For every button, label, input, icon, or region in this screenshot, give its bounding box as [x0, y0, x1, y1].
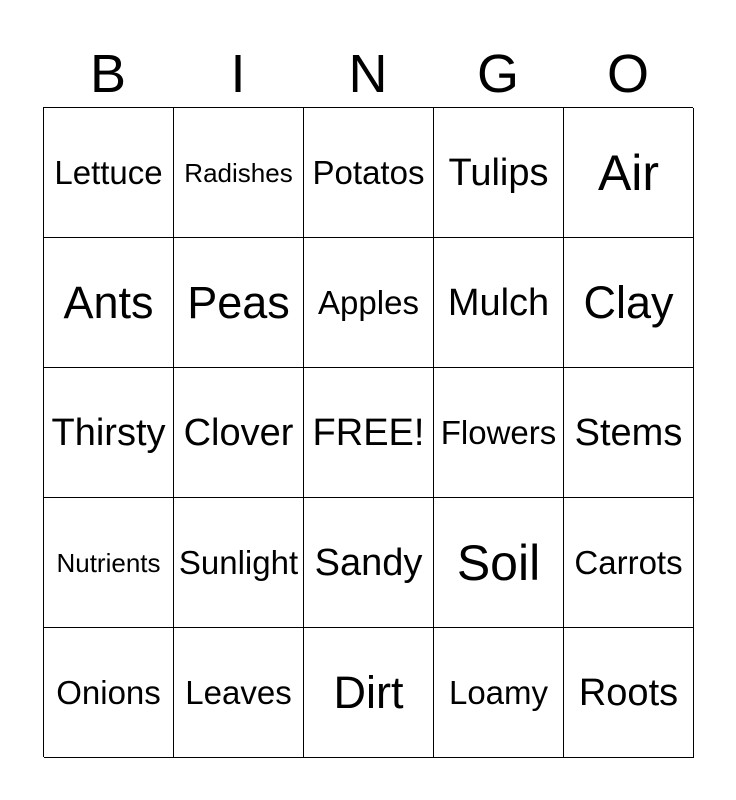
bingo-cell[interactable]: Thirsty	[44, 368, 174, 498]
header-letter-i: I	[230, 44, 246, 104]
bingo-board	[43, 107, 693, 757]
bingo-cell[interactable]: Leaves	[174, 628, 304, 758]
bingo-cell[interactable]: Peas	[174, 238, 304, 368]
bingo-cell[interactable]: Soil	[434, 498, 564, 628]
bingo-header	[43, 40, 693, 108]
bingo-cell[interactable]: Ants	[44, 238, 174, 368]
header-letter-b: B	[89, 44, 127, 104]
bingo-cell[interactable]: Clay	[564, 238, 694, 368]
bingo-cell[interactable]: Lettuce	[44, 108, 174, 238]
bingo-cell[interactable]: Potatos	[304, 108, 434, 238]
bingo-cell[interactable]: Sunlight	[174, 498, 304, 628]
bingo-cell[interactable]: Carrots	[564, 498, 694, 628]
bingo-cell[interactable]: Roots	[564, 628, 694, 758]
bingo-cell[interactable]: Flowers	[434, 368, 564, 498]
bingo-cell[interactable]: Nutrients	[44, 498, 174, 628]
header-letter-n: N	[348, 44, 388, 104]
bingo-cell[interactable]: Apples	[304, 238, 434, 368]
bingo-cell[interactable]: Mulch	[434, 238, 564, 368]
bingo-cell-free[interactable]: FREE!	[304, 368, 434, 498]
header-letter-g: G	[476, 44, 519, 104]
bingo-cell[interactable]: Sandy	[304, 498, 434, 628]
bingo-cell[interactable]: Dirt	[304, 628, 434, 758]
bingo-cell[interactable]: Radishes	[174, 108, 304, 238]
bingo-cell[interactable]: Loamy	[434, 628, 564, 758]
bingo-cell[interactable]: Onions	[44, 628, 174, 758]
header-letter-o: O	[606, 44, 649, 104]
bingo-cell[interactable]: Clover	[174, 368, 304, 498]
bingo-cell[interactable]: Stems	[564, 368, 694, 498]
bingo-cell[interactable]: Tulips	[434, 108, 564, 238]
bingo-cell[interactable]: Air	[564, 108, 694, 238]
